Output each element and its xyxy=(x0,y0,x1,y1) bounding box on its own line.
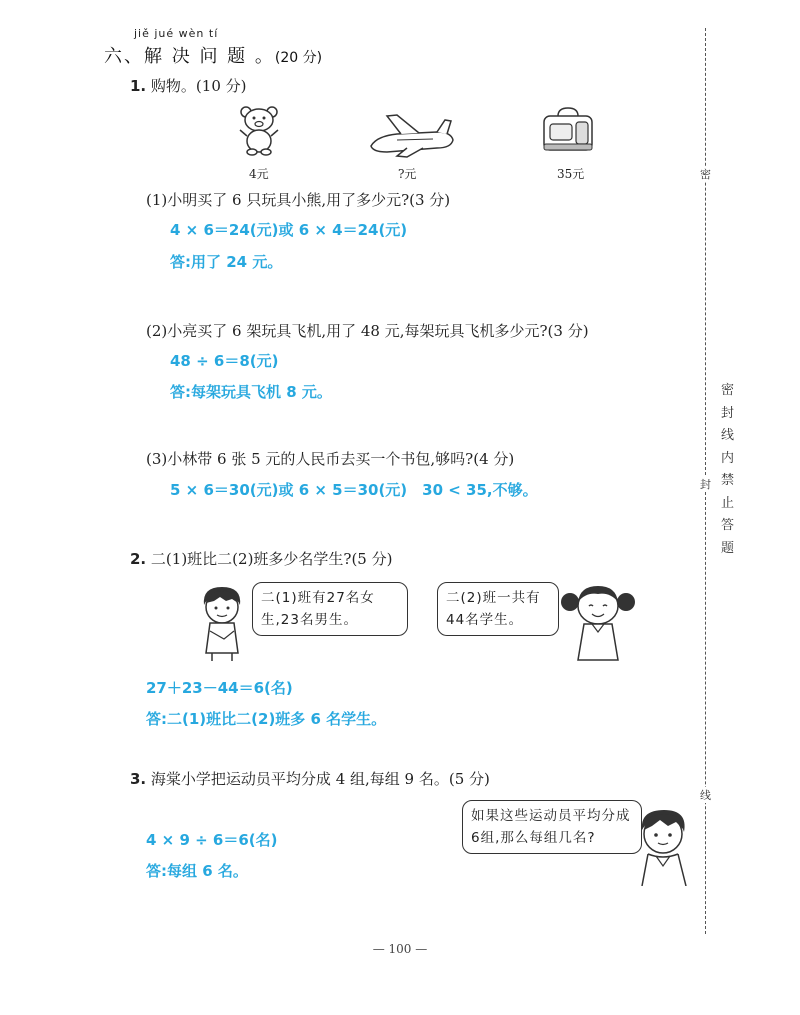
seal-warning-text: 密封线内禁止答题 xyxy=(721,383,735,556)
q3-bubble: 如果这些运动员平均分成6组,那么每组几名? xyxy=(462,800,642,854)
q3-title-text: 海棠小学把运动员平均分成 4 组,每组 9 名。(5 分) xyxy=(150,770,490,788)
school-bag-icon xyxy=(540,106,596,154)
q1-title-text: 购物。(10 分) xyxy=(150,77,247,95)
q2-bubble-right: 二(2)班一共有44名学生。 xyxy=(437,582,559,636)
q3-answer-calc: 4 × 9 ÷ 6＝6(名) xyxy=(146,831,278,849)
q1-sub2-answer-calc: 48 ÷ 6＝8(元) xyxy=(170,352,279,370)
q1-sub1-answer-text: 答:用了 24 元。 xyxy=(170,253,283,271)
q2-title xyxy=(130,548,392,569)
q1-sub3-answer: 5 × 6＝30(元)或 6 × 5＝30(元) 30 < 35,不够。 xyxy=(170,481,538,499)
section-score: (20 分) xyxy=(274,50,323,66)
boy-character-icon xyxy=(196,583,250,663)
girl-character-icon xyxy=(556,580,640,662)
seal-char-mi: 密 xyxy=(700,168,711,181)
q1-sub2-question: (2)小亮买了 6 架玩具飞机,用了 48 元,每架玩具飞机多少元?(3 分) xyxy=(146,322,589,340)
q1-title xyxy=(130,75,246,96)
q1-sub1-question: (1)小明买了 6 只玩具小熊,用了多少元?(3 分) xyxy=(146,191,451,209)
q1-sub3-question: (3)小林带 6 张 5 元的人民币去买一个书包,够吗?(4 分) xyxy=(146,450,515,468)
q3-answer-text: 答:每组 6 名。 xyxy=(146,862,248,880)
boy-thinking-icon xyxy=(632,806,694,886)
page-number: — 100 — xyxy=(372,942,428,956)
q3-number: 3. xyxy=(130,770,147,788)
airplane-price: ?元 xyxy=(398,167,417,181)
q2-answer-calc: 27＋23－44＝6(名) xyxy=(146,679,293,697)
section-title xyxy=(104,42,322,68)
q1-sub2-answer-text: 答:每架玩具飞机 8 元。 xyxy=(170,383,332,401)
section-title-text: 六、解 决 问 题 。 xyxy=(104,46,275,67)
q2-title-text: 二(1)班比二(2)班多少名学生?(5 分) xyxy=(150,550,393,568)
toy-bear-icon xyxy=(236,104,282,156)
bear-price: 4元 xyxy=(249,167,269,181)
seal-char-feng: 封 xyxy=(700,478,711,491)
q1-number: 1. xyxy=(130,77,147,95)
q2-bubble-left: 二(1)班有27名女生,23名男生。 xyxy=(252,582,408,636)
q2-number: 2. xyxy=(130,550,147,568)
q3-title xyxy=(130,768,490,789)
q1-sub1-answer-calc: 4 × 6＝24(元)或 6 × 4＝24(元) xyxy=(170,221,408,239)
seal-char-xian: 线 xyxy=(700,789,711,802)
q2-answer-text: 答:二(1)班比二(2)班多 6 名学生。 xyxy=(146,710,387,728)
section-pinyin: jiě jué wèn tí xyxy=(134,27,219,40)
toy-airplane-icon xyxy=(367,112,457,158)
bag-price: 35元 xyxy=(557,167,585,181)
